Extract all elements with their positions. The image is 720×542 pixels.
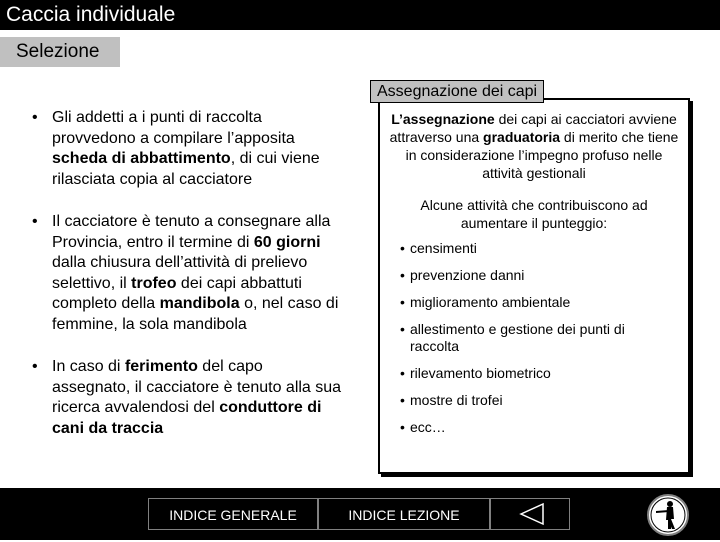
list-item: • censimenti <box>400 240 477 256</box>
list-item: • mostre di trofei <box>400 392 503 408</box>
assignment-intro: L’assegnazione dei capi ai cacciatori avviene attraverso una graduatoria di merito che tiene in considerazione l’impegno profuso nelle attività gestionali <box>389 111 679 181</box>
bullet-icon: • <box>32 358 38 375</box>
page-title: Caccia individuale <box>0 0 720 30</box>
list-item <box>32 108 342 190</box>
panel-title: Assegnazione dei capi <box>370 80 544 103</box>
activities-list <box>380 240 688 436</box>
hunter-logo-icon <box>646 493 690 537</box>
index-general-button[interactable]: INDICE GENERALE <box>148 498 318 530</box>
list-item-text: Gli addetti a i punti di raccolta provvedono a compilare l’apposita scheda di abbattimento, di cui viene rilasciata copia al cacciatore <box>52 109 320 188</box>
activities-intro: Alcune attività che contribuiscono ad aumentare il punteggio: <box>420 197 648 231</box>
back-button[interactable] <box>490 498 570 530</box>
bullet-icon: • <box>32 213 38 230</box>
list-item: • ecc… <box>400 419 446 435</box>
list-item: • miglioramento ambientale <box>400 294 571 310</box>
left-bullet-list <box>32 108 342 461</box>
list-item-text: In caso di ferimento del capo assegnato, il cacciatore è tenuto alla sua ricerca avvalendosi del conduttore di cani da traccia <box>52 358 342 437</box>
assignment-panel <box>378 98 690 474</box>
list-item <box>32 212 342 335</box>
list-item: • allestimento e gestione dei punti di raccolta <box>400 321 625 354</box>
bullet-icon: • <box>32 109 38 126</box>
list-item <box>32 357 342 439</box>
triangle-left-icon <box>491 499 569 529</box>
list-item: • rilevamento biometrico <box>400 365 551 381</box>
hunter-logo[interactable] <box>646 493 690 537</box>
index-lesson-button[interactable]: INDICE LEZIONE <box>318 498 490 530</box>
list-item-text: Il cacciatore è tenuto a consegnare alla Provincia, entro il termine di 60 giorni dalla chiusura dell’attività di prelievo selettivo, il trofeo dei capi abbattuti completo della mandibola o, nel caso di femmine, la sola mandibola <box>52 213 339 333</box>
list-item: • prevenzione danni <box>400 267 525 283</box>
section-label: Selezione <box>0 37 120 67</box>
